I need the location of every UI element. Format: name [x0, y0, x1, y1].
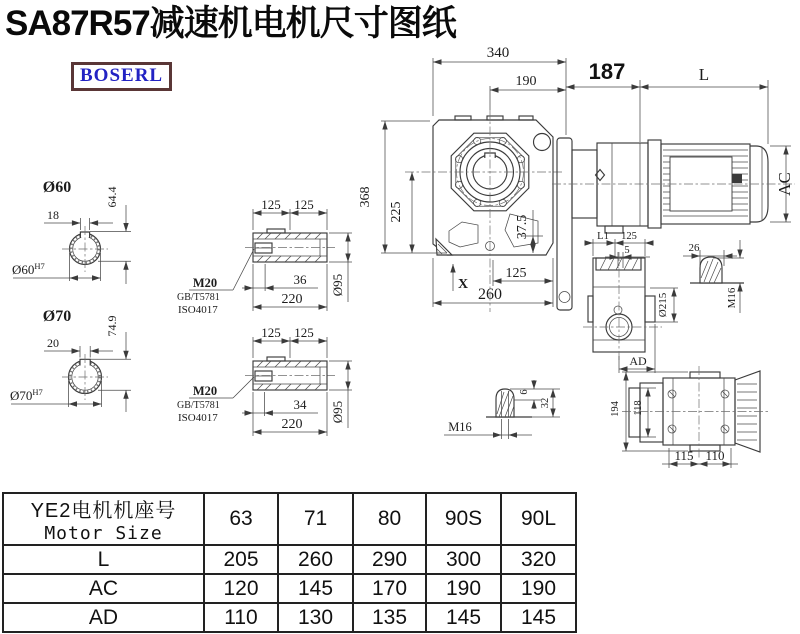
gearbox-front-view — [358, 45, 566, 312]
table-row-AD — [3, 603, 576, 632]
table-header-en: Motor Size — [44, 523, 163, 544]
table-header-row — [3, 493, 576, 545]
table-header-cell — [3, 493, 204, 545]
sleeve-top-bolt: M20 — [192, 276, 218, 290]
column-63: 63 — [204, 493, 278, 545]
column-71: 71 — [278, 493, 353, 545]
rear-fins — [737, 384, 757, 440]
cell-AC-80: 170 — [353, 574, 426, 603]
sleeve-bottom-std1: GB/T5781 — [177, 400, 220, 411]
sleeve-bottom-std2: ISO4017 — [178, 412, 218, 424]
hollow-shaft-sleeve-bottom — [177, 325, 352, 436]
shaft-section-60 — [12, 179, 131, 284]
cell-AC-90s: 190 — [426, 574, 501, 603]
shaft-end-key-detail — [444, 380, 560, 439]
cell-AD-63: 110 — [204, 603, 278, 632]
cell-AD-90s: 145 — [426, 603, 501, 632]
brand-logo: BOSERL — [71, 62, 172, 91]
shaft70-keywidth: 20 — [47, 336, 59, 350]
sleeve-top-dim-125a: 125 — [261, 197, 281, 212]
dim-340: 340 — [486, 45, 510, 61]
shaft70-label: Ø70 — [42, 308, 72, 325]
dim-M16-key: M16 — [448, 420, 472, 434]
shaft60-keywidth: 18 — [47, 208, 59, 222]
cell-AC-90l: 190 — [501, 574, 576, 603]
cell-AC-63: 120 — [204, 574, 278, 603]
cell-AC-71: 145 — [278, 574, 353, 603]
column-90l: 90L — [501, 493, 576, 545]
sleeve-top-dim-125b: 125 — [294, 197, 314, 212]
cell-AD-90l: 145 — [501, 603, 576, 632]
table-row-L — [3, 545, 576, 574]
cell-AD-80: 135 — [353, 603, 426, 632]
dim-32: 32 — [540, 397, 551, 409]
dim-110: 110 — [705, 448, 725, 463]
shaft60-label: Ø60 — [42, 179, 72, 196]
shaft-section-70 — [10, 308, 131, 412]
table-row-AC — [3, 574, 576, 603]
sleeve-top-dia: Ø95 — [330, 273, 345, 297]
sleeve-bottom-dim-125b: 125 — [294, 325, 314, 340]
dim-190: 190 — [515, 74, 537, 89]
sleeve-top-dim-220: 220 — [281, 292, 303, 307]
cell-AD-71: 130 — [278, 603, 353, 632]
motor-size-table — [2, 492, 577, 633]
gearbox-side-view — [583, 231, 744, 373]
shaft70-bore-label: $Ø70^{H7}$ — [10, 387, 43, 403]
sleeve-bottom-bolt: M20 — [192, 384, 218, 398]
dim-125-bottom: 125 — [505, 266, 527, 281]
dim-AC: AC — [775, 172, 794, 196]
dim-M16-plug: M16 — [726, 287, 738, 309]
dim-215: Ø215 — [657, 292, 669, 318]
cell-L-90s: 300 — [426, 545, 501, 574]
dim-5: 5 — [624, 245, 630, 256]
dim-194: 194 — [610, 401, 621, 417]
row-label-AC: AC — [3, 574, 204, 603]
dim-125-side: 125 — [621, 231, 637, 242]
cell-L-63: 205 — [204, 545, 278, 574]
column-80: 80 — [353, 493, 426, 545]
sleeve-bottom-dim-125a: 125 — [261, 325, 281, 340]
sleeve-bottom-dim-34: 34 — [293, 397, 307, 412]
table-header-cn: YE2电机机座号 — [30, 500, 177, 522]
dim-L1: L1 — [597, 231, 609, 242]
page-title: SA87R57减速机电机尺寸图纸 — [5, 4, 456, 43]
marker-x: X — [457, 277, 469, 292]
dim-115: 115 — [674, 448, 694, 463]
sleeve-top-std1: GB/T5781 — [177, 292, 220, 303]
shaft60-bore-label: $Ø60^{H7}$ — [12, 261, 45, 277]
column-90s: 90S — [426, 493, 501, 545]
shaft60-depth: 64.4 — [105, 186, 119, 208]
dim-368: 368 — [358, 186, 373, 208]
row-label-AD: AD — [3, 603, 204, 632]
dim-L: L — [698, 65, 710, 84]
sleeve-bottom-dia: Ø95 — [330, 400, 345, 424]
dim-26: 26 — [688, 242, 700, 254]
dim-187: 187 — [588, 59, 626, 84]
dim-260: 260 — [478, 286, 502, 303]
cell-L-71: 260 — [278, 545, 353, 574]
sleeve-bottom-dim-220: 220 — [281, 417, 303, 432]
dim-225: 225 — [389, 201, 404, 223]
cell-L-90l: 320 — [501, 545, 576, 574]
sleeve-top-dim-36: 36 — [293, 272, 307, 287]
shaft70-depth: 74.9 — [105, 315, 119, 337]
hollow-shaft-sleeve-top — [177, 197, 352, 316]
motor-side-view — [552, 59, 795, 310]
sleeve-top-std2: ISO4017 — [178, 304, 218, 316]
dim-AD: AD — [629, 354, 647, 368]
row-label-L: L — [3, 545, 204, 574]
dim-37-5: 37.5 — [515, 214, 530, 240]
cell-L-80: 290 — [353, 545, 426, 574]
dim-118: 118 — [633, 400, 644, 416]
dim-6: 6 — [519, 389, 530, 395]
motor-rear-view — [610, 366, 768, 468]
